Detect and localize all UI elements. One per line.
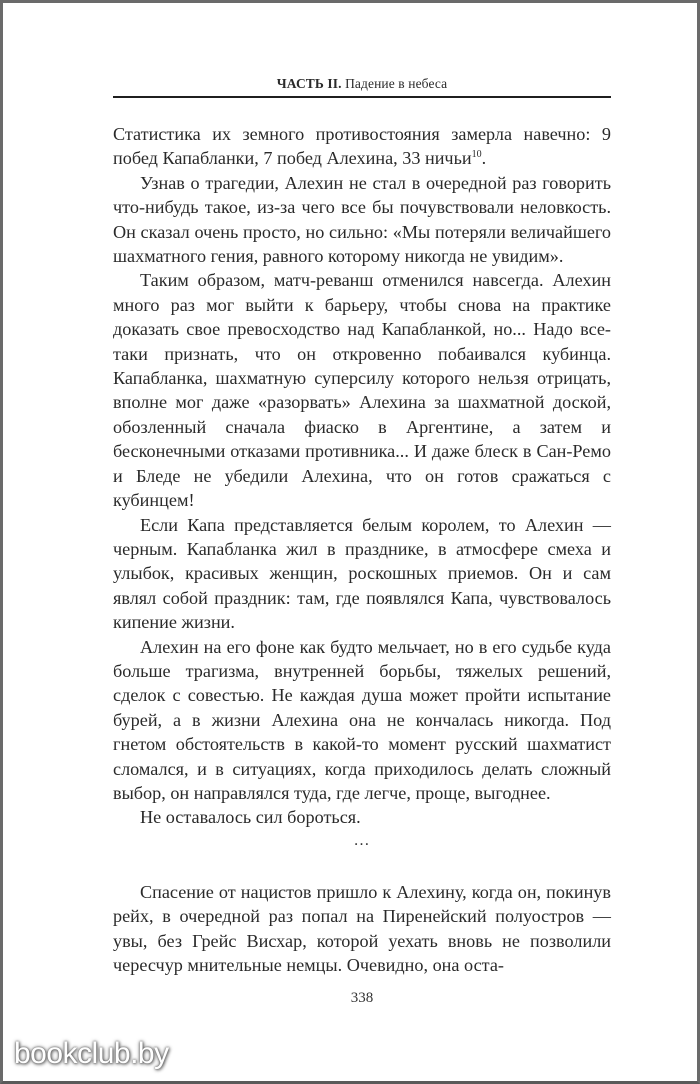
running-head-title: Падение в небеса <box>345 76 448 91</box>
paragraph-6: Не оставалось сил бороться. <box>140 807 361 828</box>
paragraph-1 <box>113 122 611 171</box>
paragraph-5: Алехин на его фоне как будто мельчает, но в его судьбе куда больше трагизма, внутренней борьбы, тяжелых решений, сделок с совестью. Не каждая душа может пройти испытание бурей, а в жизни Алехина она не кончалась никогда. Под гнетом обстоятельств в какой-то момент русский шахматист сломался, и в ситуациях, когда приходилось делать сложный выбор, он направлялся туда, где легче, проще, выгоднее. <box>113 636 611 803</box>
watermark-logo: bookclub.by <box>14 1037 169 1070</box>
footnote-ref[interactable]: 10 <box>471 149 482 161</box>
header-rule <box>113 96 611 98</box>
body-text <box>113 122 611 830</box>
page-number: 338 <box>350 990 374 1006</box>
paragraph-3: Таким образом, матч-реванш отменился навсегда. Алехин много раз мог выйти к барьеру, чтобы снова на практике доказать свое превосходство над Капабланкой, но... Надо все-таки признать, что он откровенно побаивался кубинца. Капабланка, шахматную суперсилу которого нельзя отрицать, вполне мог даже «разорвать» Алехина за шахматной доской, обозленный сначала фиаско в Аргентине, а затем и бесконечными отказами противника... И даже блеск в Сан-Ремо и Бледе не убедили Алехина, что он готов сражаться с кубинцем! <box>113 270 611 511</box>
body-text-continued <box>113 880 611 978</box>
paragraph-1-text: Статистика их земного противостояния замерла навечно: 9 побед Капабланки, 7 побед Алехина, 33 ничьи <box>113 124 611 169</box>
paragraph-2: Узнав о трагедии, Алехин не стал в очередной раз говорить что-нибудь такое, из-за чего все бы почувствовали неловкость. Он сказал очень просто, но сильно: «Мы потеряли величайшего шахматного гения, равного которому никогда не увидим». <box>113 172 611 267</box>
running-head <box>113 76 611 92</box>
running-head-part: ЧАСТЬ II. <box>276 76 342 91</box>
section-separator: … <box>353 832 371 849</box>
paragraph-1-end: . <box>481 148 487 169</box>
paragraph-4: Если Капа представляется белым королем, то Алехин — черным. Капабланка жил в празднике, в атмосфере смеха и улыбок, красивых женщин, роскошных приемов. Он и сам являл собой праздник: там, где появлялся Капа, чувствовалось кипение жизни. <box>113 514 611 633</box>
paragraph-7: Спасение от нацистов пришло к Алехину, когда он, покинув рейх, в очередной раз попал на Пиренейский полуостров — увы, без Грейс Висхар, которой уехать вновь не позволили чересчур мнительные немцы. Очевидно, она оста- <box>113 882 611 976</box>
